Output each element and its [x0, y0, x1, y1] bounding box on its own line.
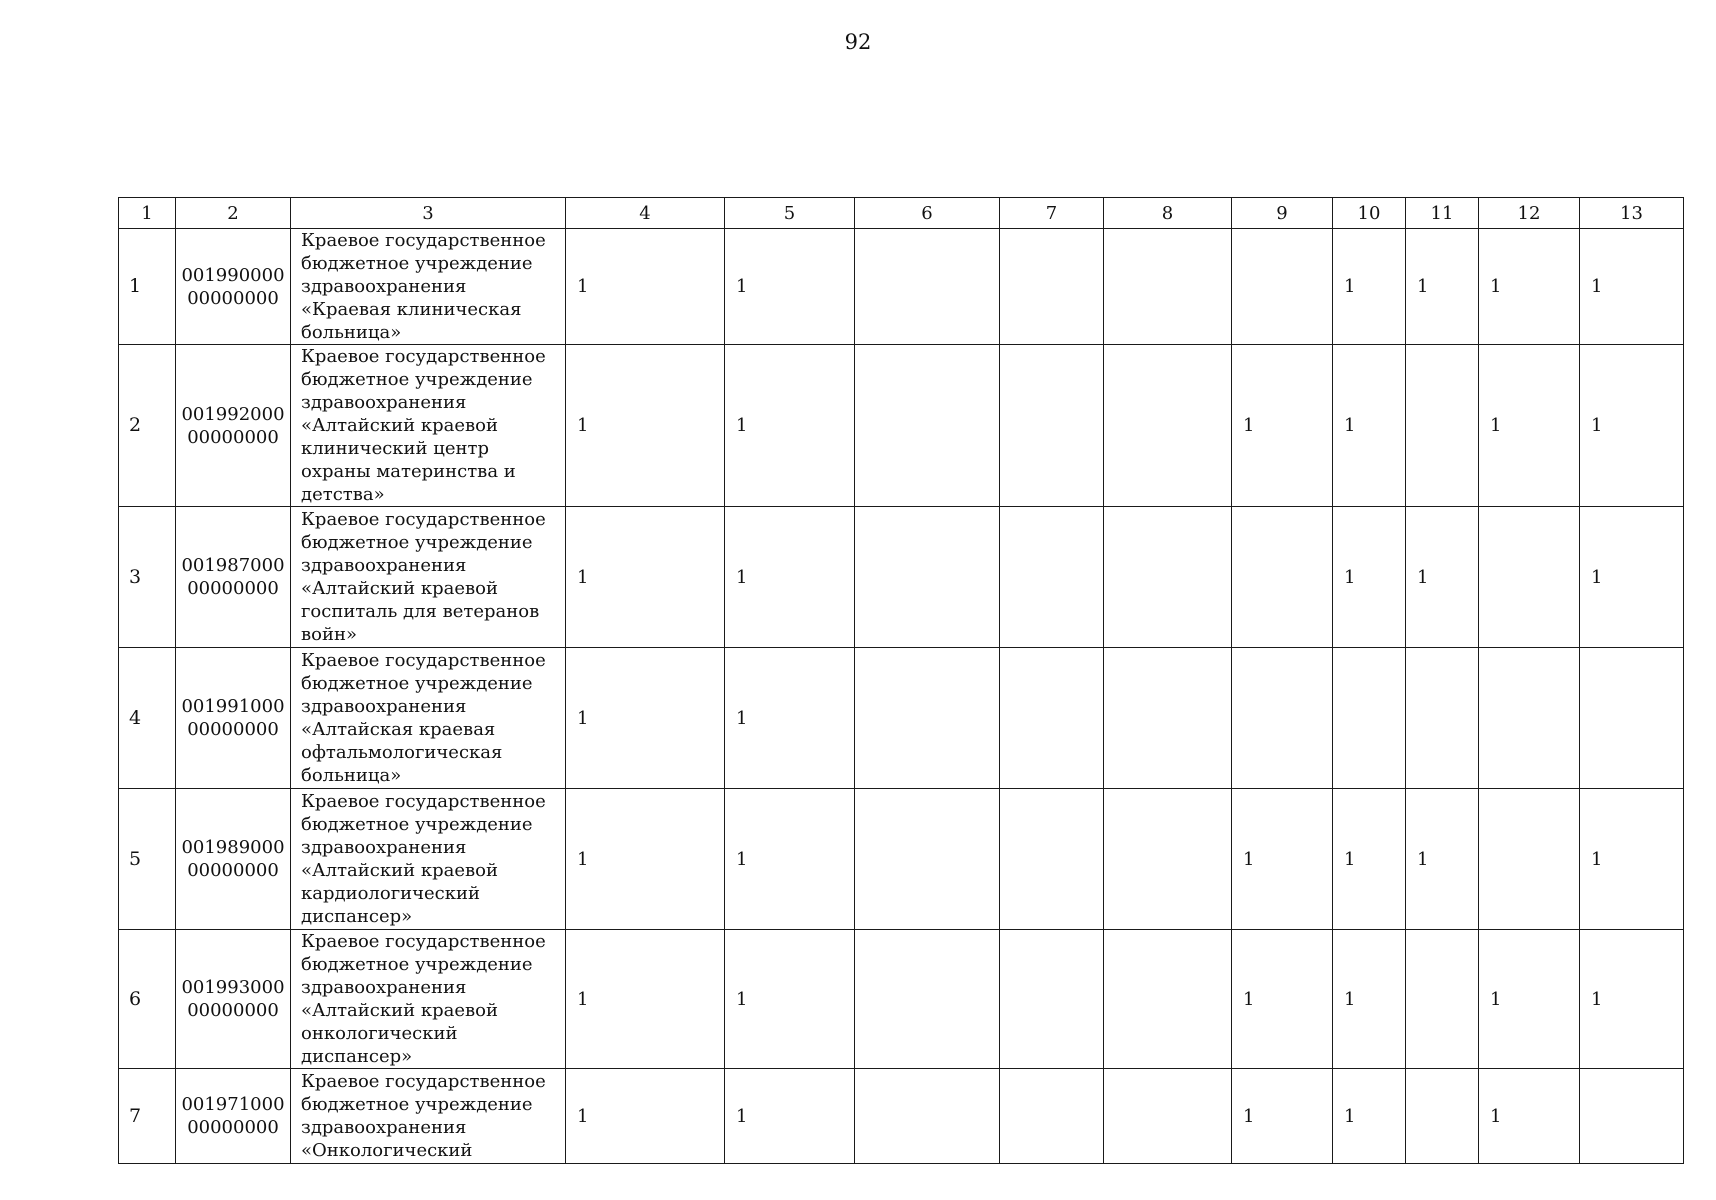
mark-col-9	[1232, 648, 1333, 789]
mark-col-5: 1	[725, 789, 855, 930]
mark-col-6	[855, 229, 1000, 345]
col-header-2: 2	[176, 198, 291, 229]
row-code	[176, 229, 291, 345]
mark-col-9	[1232, 507, 1333, 648]
row-code	[176, 345, 291, 507]
row-code	[176, 1069, 291, 1164]
mark-col-10: 1	[1333, 789, 1406, 930]
mark-col-11: 1	[1406, 507, 1479, 648]
mark-col-12: 1	[1479, 1069, 1580, 1164]
mark-col-10: 1	[1333, 930, 1406, 1069]
mark-col-7	[1000, 1069, 1104, 1164]
row-number: 7	[119, 1069, 176, 1164]
row-code	[176, 648, 291, 789]
mark-col-10	[1333, 648, 1406, 789]
mark-col-9: 1	[1232, 789, 1333, 930]
mark-col-6	[855, 1069, 1000, 1164]
header-row	[119, 198, 1684, 229]
mark-col-6	[855, 930, 1000, 1069]
mark-col-5: 1	[725, 345, 855, 507]
row-institution-name: Краевое государственное бюджетное учреждение здравоохранения «Алтайский краевой кардиологический диспансер»	[291, 789, 566, 930]
mark-col-4: 1	[566, 345, 725, 507]
table-row	[119, 507, 1684, 648]
row-institution-name: Краевое государственное бюджетное учреждение здравоохранения «Алтайская краевая офтальмологическая больница»	[291, 648, 566, 789]
row-code-line1: 001990000	[181, 264, 285, 286]
mark-col-13	[1580, 1069, 1684, 1164]
row-institution-name: Краевое государственное бюджетное учреждение здравоохранения «Онкологический	[291, 1069, 566, 1164]
mark-col-13	[1580, 648, 1684, 789]
mark-col-5: 1	[725, 1069, 855, 1164]
mark-col-13: 1	[1580, 345, 1684, 507]
mark-col-6	[855, 507, 1000, 648]
col-header-3: 3	[291, 198, 566, 229]
row-code-line1: 001993000	[181, 977, 285, 998]
mark-col-8	[1104, 648, 1232, 789]
mark-col-10: 1	[1333, 345, 1406, 507]
row-code-line1: 001987000	[181, 555, 285, 576]
mark-col-4: 1	[566, 1069, 725, 1164]
mark-col-13: 1	[1580, 229, 1684, 345]
mark-col-4: 1	[566, 229, 725, 345]
col-header-4: 4	[566, 198, 725, 229]
row-number: 2	[119, 345, 176, 507]
mark-col-8	[1104, 789, 1232, 930]
row-institution-name: Краевое государственное бюджетное учреждение здравоохранения «Алтайский краевой клинический центр охраны материнства и детства»	[291, 345, 566, 507]
row-code-line2: 00000000	[187, 426, 279, 448]
row-code	[176, 789, 291, 930]
mark-col-6	[855, 789, 1000, 930]
row-code-line1: 001971000	[181, 1094, 285, 1115]
mark-col-4: 1	[566, 789, 725, 930]
mark-col-12	[1479, 789, 1580, 930]
mark-col-4: 1	[566, 930, 725, 1069]
table-row	[119, 789, 1684, 930]
row-code-line2: 00000000	[187, 1117, 279, 1138]
col-header-6: 6	[855, 198, 1000, 229]
col-header-5: 5	[725, 198, 855, 229]
row-code-line2: 00000000	[187, 578, 279, 599]
mark-col-5: 1	[725, 507, 855, 648]
row-number: 3	[119, 507, 176, 648]
mark-col-13: 1	[1580, 930, 1684, 1069]
row-institution-name: Краевое государственное бюджетное учреждение здравоохранения «Краевая клиническая больница»	[291, 229, 566, 345]
col-header-7: 7	[1000, 198, 1104, 229]
row-code-line1: 001989000	[181, 837, 285, 858]
mark-col-10: 1	[1333, 507, 1406, 648]
table-row	[119, 1069, 1684, 1164]
col-header-13: 13	[1580, 198, 1684, 229]
table-row	[119, 648, 1684, 789]
mark-col-12	[1479, 648, 1580, 789]
mark-col-8	[1104, 1069, 1232, 1164]
row-number: 6	[119, 930, 176, 1069]
row-code-line1: 001991000	[181, 696, 285, 717]
mark-col-8	[1104, 229, 1232, 345]
mark-col-9: 1	[1232, 1069, 1333, 1164]
row-number: 5	[119, 789, 176, 930]
row-institution-name: Краевое государственное бюджетное учреждение здравоохранения «Алтайский краевой госпиталь для ветеранов войн»	[291, 507, 566, 648]
mark-col-8	[1104, 930, 1232, 1069]
row-code-line1: 001992000	[181, 403, 285, 425]
mark-col-5: 1	[725, 229, 855, 345]
mark-col-13: 1	[1580, 789, 1684, 930]
mark-col-11	[1406, 930, 1479, 1069]
col-header-10: 10	[1333, 198, 1406, 229]
mark-col-12: 1	[1479, 345, 1580, 507]
mark-col-11	[1406, 1069, 1479, 1164]
mark-col-11: 1	[1406, 789, 1479, 930]
mark-col-9: 1	[1232, 345, 1333, 507]
mark-col-4: 1	[566, 648, 725, 789]
row-code-line2: 00000000	[187, 719, 279, 740]
mark-col-7	[1000, 229, 1104, 345]
institutions-table	[118, 197, 1684, 1164]
col-header-11: 11	[1406, 198, 1479, 229]
mark-col-7	[1000, 930, 1104, 1069]
mark-col-9	[1232, 229, 1333, 345]
mark-col-7	[1000, 507, 1104, 648]
mark-col-7	[1000, 648, 1104, 789]
mark-col-7	[1000, 345, 1104, 507]
mark-col-8	[1104, 507, 1232, 648]
mark-col-12	[1479, 507, 1580, 648]
table-row	[119, 930, 1684, 1069]
mark-col-12: 1	[1479, 229, 1580, 345]
col-header-12: 12	[1479, 198, 1580, 229]
table-row	[119, 229, 1684, 345]
mark-col-12: 1	[1479, 930, 1580, 1069]
mark-col-6	[855, 345, 1000, 507]
mark-col-11: 1	[1406, 229, 1479, 345]
mark-col-11	[1406, 345, 1479, 507]
mark-col-5: 1	[725, 648, 855, 789]
col-header-8: 8	[1104, 198, 1232, 229]
row-code-line2: 00000000	[187, 1000, 279, 1021]
page-number: 92	[844, 30, 872, 54]
row-code-line2: 00000000	[187, 287, 279, 309]
row-code	[176, 507, 291, 648]
row-number: 1	[119, 229, 176, 345]
mark-col-7	[1000, 789, 1104, 930]
row-number: 4	[119, 648, 176, 789]
col-header-1: 1	[119, 198, 176, 229]
table-row	[119, 345, 1684, 507]
mark-col-6	[855, 648, 1000, 789]
mark-col-11	[1406, 648, 1479, 789]
mark-col-10: 1	[1333, 1069, 1406, 1164]
mark-col-5: 1	[725, 930, 855, 1069]
mark-col-8	[1104, 345, 1232, 507]
mark-col-13: 1	[1580, 507, 1684, 648]
row-code-line2: 00000000	[187, 860, 279, 881]
row-institution-name: Краевое государственное бюджетное учреждение здравоохранения «Алтайский краевой онкологический диспансер»	[291, 930, 566, 1069]
mark-col-10: 1	[1333, 229, 1406, 345]
mark-col-4: 1	[566, 507, 725, 648]
col-header-9: 9	[1232, 198, 1333, 229]
mark-col-9: 1	[1232, 930, 1333, 1069]
row-code	[176, 930, 291, 1069]
